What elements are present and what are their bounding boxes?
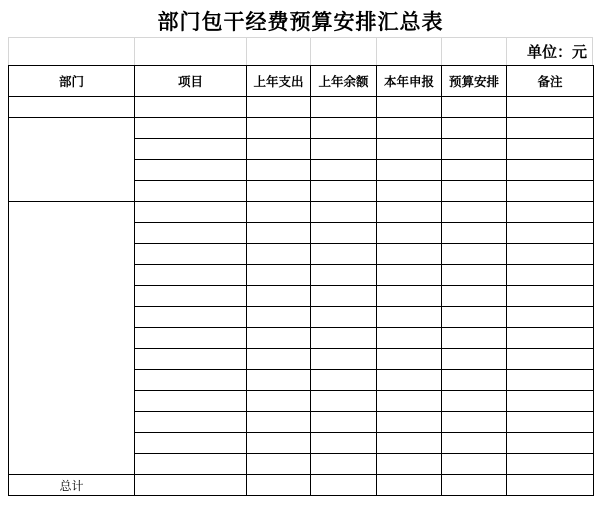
data-cell[interactable] xyxy=(135,433,247,454)
department-cell[interactable] xyxy=(9,202,135,475)
data-cell[interactable] xyxy=(135,160,247,181)
data-cell[interactable] xyxy=(442,433,507,454)
data-cell[interactable] xyxy=(311,139,377,160)
data-cell[interactable] xyxy=(507,97,594,118)
data-cell[interactable] xyxy=(247,181,311,202)
data-cell[interactable] xyxy=(311,181,377,202)
header-budget-allocation: 预算安排 xyxy=(442,66,507,97)
data-cell[interactable] xyxy=(377,286,442,307)
data-cell[interactable] xyxy=(247,454,311,475)
data-cell[interactable] xyxy=(377,202,442,223)
data-cell[interactable] xyxy=(311,244,377,265)
gridline xyxy=(8,38,9,66)
data-cell[interactable] xyxy=(442,139,507,160)
data-cell[interactable] xyxy=(442,265,507,286)
data-cell[interactable] xyxy=(135,97,247,118)
data-cell[interactable] xyxy=(442,286,507,307)
gridline xyxy=(592,38,593,66)
data-cell[interactable] xyxy=(442,118,507,139)
data-cell[interactable] xyxy=(247,160,311,181)
data-cell[interactable] xyxy=(135,286,247,307)
table-body xyxy=(9,97,594,496)
data-cell[interactable] xyxy=(311,433,377,454)
data-cell[interactable] xyxy=(247,370,311,391)
gridline xyxy=(246,38,247,66)
total-row xyxy=(9,475,594,496)
data-cell[interactable] xyxy=(507,244,594,265)
data-cell[interactable] xyxy=(247,244,311,265)
data-cell[interactable] xyxy=(247,412,311,433)
department-cell[interactable] xyxy=(9,97,135,118)
gridline xyxy=(310,38,311,66)
data-cell[interactable] xyxy=(135,118,247,139)
data-cell[interactable] xyxy=(442,307,507,328)
data-cell[interactable] xyxy=(135,349,247,370)
data-cell[interactable] xyxy=(311,391,377,412)
data-cell[interactable] xyxy=(377,307,442,328)
data-cell[interactable] xyxy=(507,223,594,244)
data-cell[interactable] xyxy=(247,349,311,370)
data-cell[interactable] xyxy=(442,223,507,244)
header-row xyxy=(9,66,594,97)
data-cell[interactable] xyxy=(507,328,594,349)
gridline xyxy=(376,38,377,66)
data-cell[interactable] xyxy=(377,118,442,139)
data-cell[interactable] xyxy=(135,370,247,391)
data-cell[interactable] xyxy=(311,328,377,349)
data-cell[interactable] xyxy=(507,139,594,160)
data-cell[interactable] xyxy=(311,202,377,223)
header-item: 项目 xyxy=(135,66,247,97)
data-cell[interactable] xyxy=(247,286,311,307)
data-cell[interactable] xyxy=(507,370,594,391)
data-cell[interactable] xyxy=(135,307,247,328)
data-cell[interactable] xyxy=(507,202,594,223)
table-row xyxy=(9,118,594,139)
data-cell[interactable] xyxy=(377,454,442,475)
data-cell[interactable] xyxy=(311,412,377,433)
data-cell[interactable] xyxy=(377,97,442,118)
department-cell[interactable] xyxy=(9,118,135,202)
data-cell[interactable] xyxy=(377,223,442,244)
data-cell[interactable] xyxy=(507,160,594,181)
data-cell[interactable] xyxy=(377,328,442,349)
data-cell[interactable] xyxy=(442,391,507,412)
data-cell[interactable] xyxy=(311,286,377,307)
data-cell[interactable] xyxy=(377,181,442,202)
data-cell[interactable] xyxy=(247,433,311,454)
data-cell[interactable] xyxy=(377,265,442,286)
data-cell[interactable] xyxy=(442,202,507,223)
data-cell[interactable] xyxy=(377,433,442,454)
data-cell[interactable] xyxy=(442,244,507,265)
data-cell[interactable] xyxy=(442,454,507,475)
data-cell[interactable] xyxy=(442,97,507,118)
data-cell[interactable] xyxy=(377,349,442,370)
unit-label: 单位：元 xyxy=(526,43,587,61)
data-cell[interactable] xyxy=(377,370,442,391)
data-cell[interactable] xyxy=(377,139,442,160)
data-cell[interactable] xyxy=(507,307,594,328)
header-this-year-request: 本年申报 xyxy=(377,66,442,97)
data-cell[interactable] xyxy=(311,118,377,139)
total-cell[interactable] xyxy=(311,475,377,496)
total-cell[interactable] xyxy=(507,475,594,496)
total-cell[interactable] xyxy=(442,475,507,496)
table-row xyxy=(9,202,594,223)
data-cell[interactable] xyxy=(507,349,594,370)
data-cell[interactable] xyxy=(247,307,311,328)
data-cell[interactable] xyxy=(442,412,507,433)
data-cell[interactable] xyxy=(247,265,311,286)
header-last-year-expense: 上年支出 xyxy=(247,66,311,97)
data-cell[interactable] xyxy=(247,391,311,412)
data-cell[interactable] xyxy=(377,412,442,433)
header-department: 部门 xyxy=(9,66,135,97)
data-cell[interactable] xyxy=(311,307,377,328)
data-cell[interactable] xyxy=(377,391,442,412)
data-cell[interactable] xyxy=(377,160,442,181)
data-cell[interactable] xyxy=(442,328,507,349)
table-row xyxy=(9,97,594,118)
gridline xyxy=(134,38,135,66)
header-last-year-balance: 上年余额 xyxy=(311,66,377,97)
data-cell[interactable] xyxy=(135,265,247,286)
data-cell[interactable] xyxy=(247,139,311,160)
sheet-title: 部门包干经费预算安排汇总表 xyxy=(157,9,444,34)
header-remarks: 备注 xyxy=(507,66,594,97)
data-cell[interactable] xyxy=(442,181,507,202)
data-cell[interactable] xyxy=(135,139,247,160)
data-cell[interactable] xyxy=(311,97,377,118)
data-cell[interactable] xyxy=(135,454,247,475)
data-cell[interactable] xyxy=(507,118,594,139)
data-cell[interactable] xyxy=(311,454,377,475)
data-cell[interactable] xyxy=(135,391,247,412)
data-cell[interactable] xyxy=(247,202,311,223)
total-label: 总计 xyxy=(9,475,135,496)
total-cell[interactable] xyxy=(377,475,442,496)
data-cell[interactable] xyxy=(247,97,311,118)
data-cell[interactable] xyxy=(377,244,442,265)
total-cell[interactable] xyxy=(247,475,311,496)
data-cell[interactable] xyxy=(507,391,594,412)
gridline xyxy=(441,38,442,66)
data-cell[interactable] xyxy=(311,349,377,370)
data-cell[interactable] xyxy=(135,412,247,433)
data-cell[interactable] xyxy=(507,286,594,307)
data-cell[interactable] xyxy=(135,202,247,223)
data-cell[interactable] xyxy=(507,265,594,286)
unit-row xyxy=(8,37,593,66)
data-cell[interactable] xyxy=(135,244,247,265)
data-cell[interactable] xyxy=(135,328,247,349)
data-cell[interactable] xyxy=(247,328,311,349)
data-cell[interactable] xyxy=(247,118,311,139)
data-cell[interactable] xyxy=(507,433,594,454)
data-cell[interactable] xyxy=(311,160,377,181)
data-cell[interactable] xyxy=(442,349,507,370)
data-cell[interactable] xyxy=(135,223,247,244)
data-cell[interactable] xyxy=(135,181,247,202)
data-cell[interactable] xyxy=(507,181,594,202)
data-cell[interactable] xyxy=(311,370,377,391)
data-cell[interactable] xyxy=(247,223,311,244)
data-cell[interactable] xyxy=(442,160,507,181)
data-cell[interactable] xyxy=(507,454,594,475)
total-cell[interactable] xyxy=(135,475,247,496)
data-cell[interactable] xyxy=(311,265,377,286)
budget-table xyxy=(8,65,594,496)
data-cell[interactable] xyxy=(507,412,594,433)
data-cell[interactable] xyxy=(311,223,377,244)
gridline xyxy=(506,38,507,66)
data-cell[interactable] xyxy=(442,370,507,391)
